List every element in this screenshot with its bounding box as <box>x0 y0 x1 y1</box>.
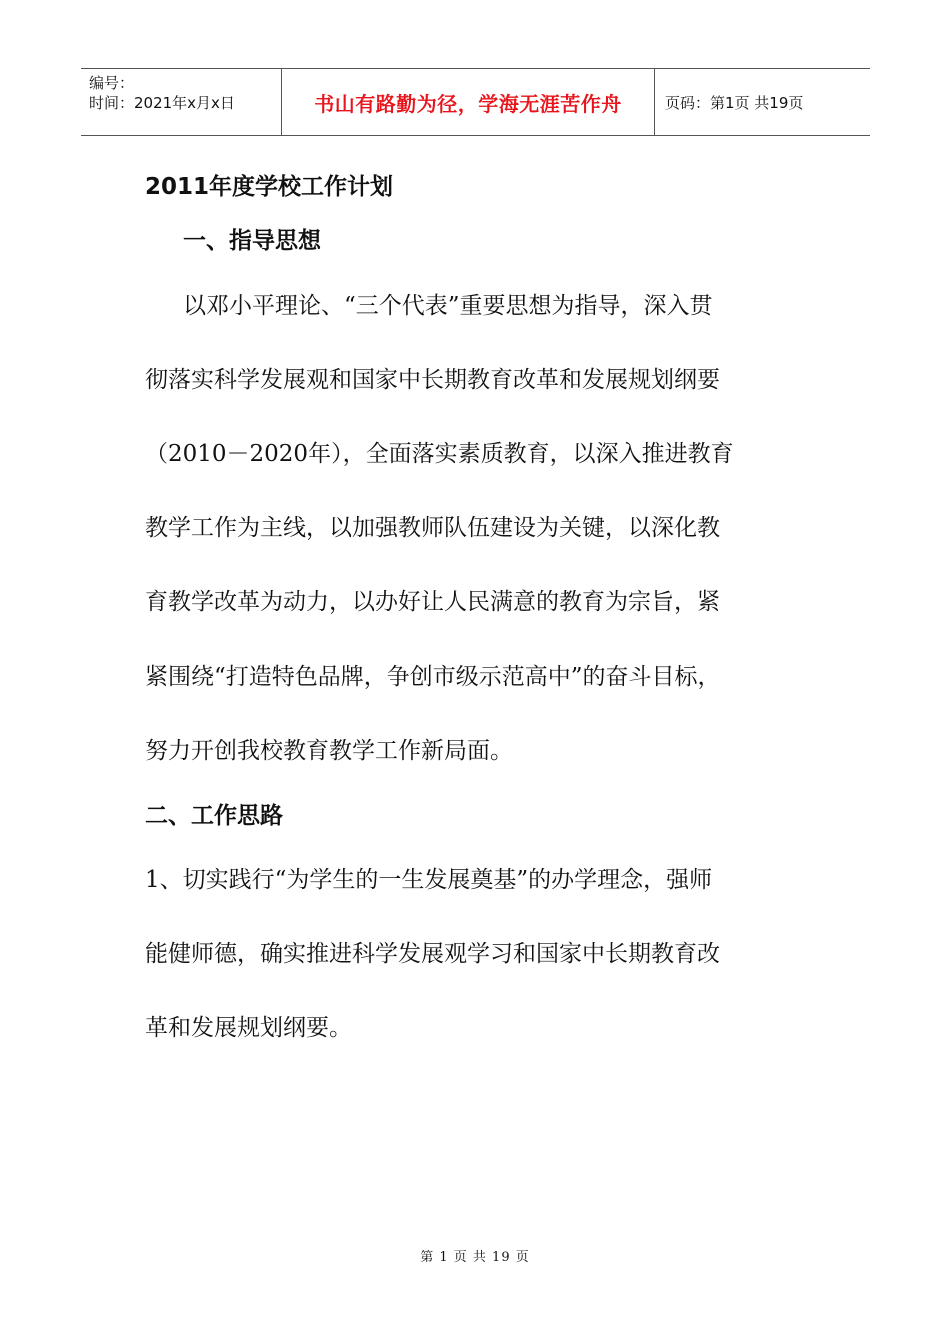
section-heading-guiding-ideology: 一、指导思想 <box>183 228 321 254</box>
paragraph-line: 革和发展规划纲要。 <box>145 1015 352 1041</box>
paragraph-line: 能健师德，确实推进科学发展观学习和国家中长期教育改 <box>145 941 720 967</box>
paragraph-line: 教学工作为主线，以加强教师队伍建设为关键，以深化教 <box>145 515 720 541</box>
document-title: 2011年度学校工作计划 <box>145 174 394 200</box>
paragraph-line: （2010－2020年），全面落实素质教育，以深入推进教育 <box>145 441 734 467</box>
page-info-text: 页码：第1页 共19页 <box>665 93 804 112</box>
motto-text: 书山有路勤为径，学海无涯苦作舟 <box>314 91 622 116</box>
section-heading-work-approach: 二、工作思路 <box>145 803 283 829</box>
paragraph-line: 紧围绕“打造特色品牌，争创市级示范高中”的奋斗目标， <box>145 664 721 690</box>
header-meta-cell <box>81 69 282 135</box>
paragraph-line: 育教学改革为动力，以办好让人民满意的教育为宗旨，紧 <box>145 589 720 615</box>
page-info-cell <box>655 69 870 135</box>
paragraph-line: 努力开创我校教育教学工作新局面。 <box>145 738 513 764</box>
page-footer: 第 1 页 共 19 页 <box>420 1250 530 1265</box>
paragraph-line: 1、切实践行“为学生的一生发展奠基”的办学理念，强师 <box>145 867 713 893</box>
header-table <box>81 68 870 136</box>
number-label: 编号： <box>89 74 135 92</box>
paragraph-line: 以邓小平理论、“三个代表”重要思想为指导，深入贯 <box>183 293 713 319</box>
motto-cell <box>282 69 655 135</box>
date-label: 时间：2021年x月x日 <box>89 94 235 112</box>
paragraph-line: 彻落实科学发展观和国家中长期教育改革和发展规划纲要 <box>145 367 720 393</box>
